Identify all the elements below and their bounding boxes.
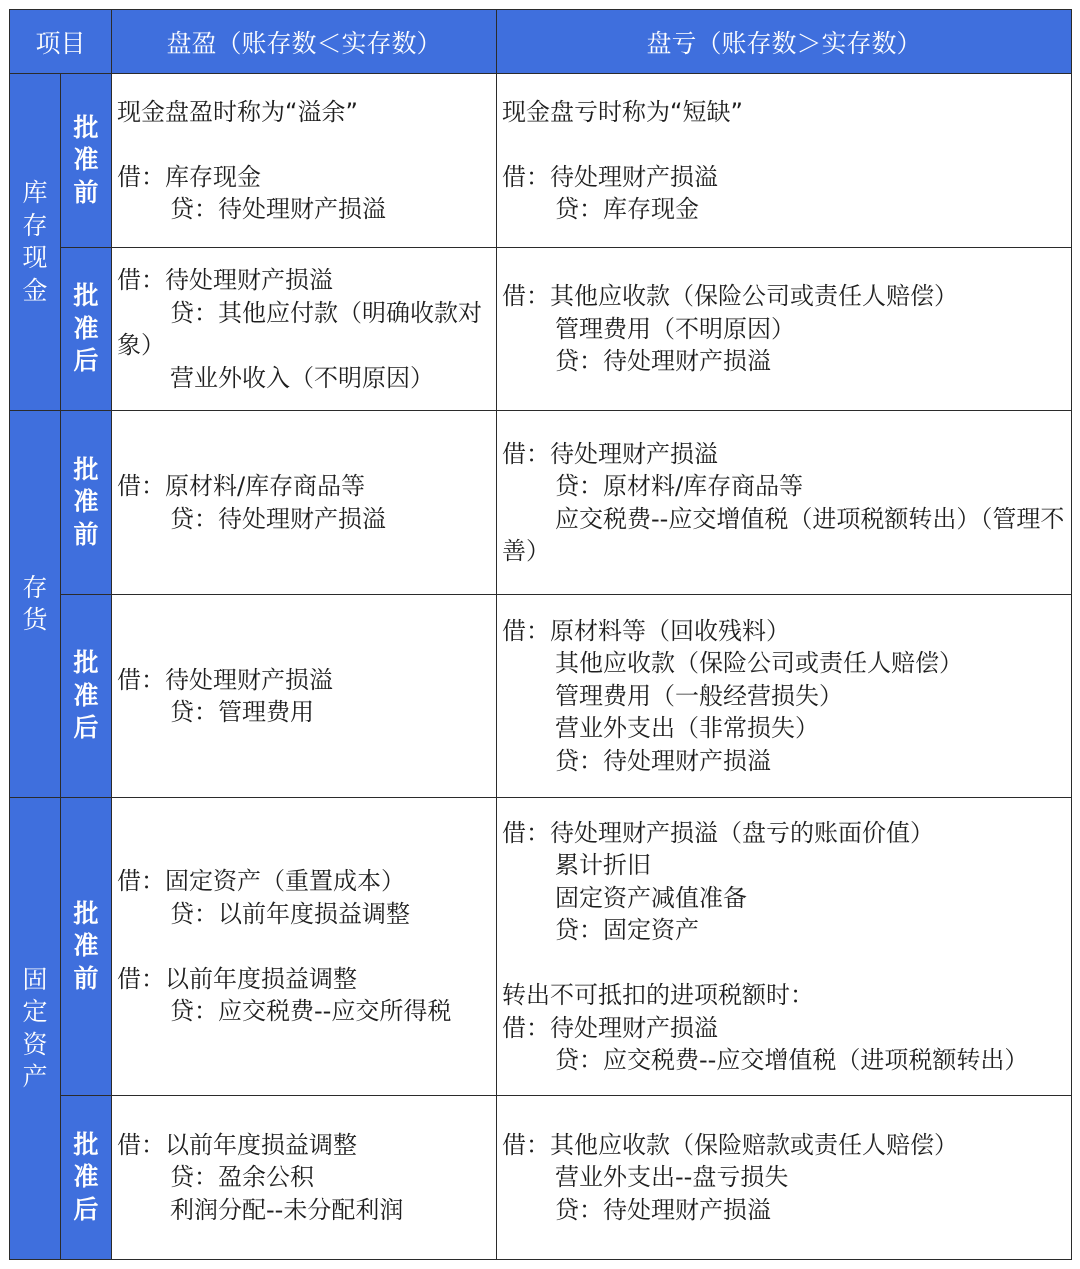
stage-label: 批准后	[61, 1096, 112, 1260]
inventory-count-table	[9, 9, 1072, 1260]
table-header-row	[10, 10, 1072, 74]
surplus-entry	[112, 595, 497, 798]
entry-line: 借：原材料/库存商品等	[117, 472, 366, 500]
stage-label: 批准后	[61, 595, 112, 798]
entry-line: 贷：盈余公积	[170, 1163, 315, 1192]
entry-gap	[117, 930, 492, 963]
entry-line: 营业外支出（非常损失）	[555, 714, 820, 743]
header-surplus: 盘盈（账存数＜实存数）	[112, 10, 497, 74]
header-item: 项目	[10, 10, 112, 74]
entry-line: 贷：原材料/库存商品等	[555, 472, 804, 500]
entry-line: 贷：待处理财产损溢	[555, 1195, 772, 1224]
stage-label: 批准后	[61, 248, 112, 411]
entry-line: 营业外支出--盘亏损失	[555, 1163, 789, 1192]
table-row	[10, 411, 1072, 595]
surplus-entry	[112, 74, 497, 248]
table-row	[10, 595, 1072, 798]
entry-line: 其他应收款（保险公司或责任人赔偿）	[555, 649, 964, 678]
surplus-entry	[112, 798, 497, 1096]
shortage-entry	[497, 248, 1072, 411]
entry-line: 贷：应交税费--应交增值税（进项税额转出）	[555, 1046, 1029, 1074]
entry-line: 现金盘盈时称为“溢余”	[117, 97, 358, 126]
table-row	[10, 74, 1072, 248]
shortage-entry	[497, 595, 1072, 798]
category-label: 库存现金	[22, 178, 48, 305]
entry-line: 借：库存现金	[117, 162, 262, 191]
entry-line: 贷：待处理财产损溢	[170, 504, 387, 533]
entry-line: 借：以前年度损益调整	[117, 1130, 358, 1159]
surplus-entry	[112, 248, 497, 411]
entry-line: 转出不可抵扣的进项税额时：	[502, 981, 815, 1009]
entry-line: 借：待处理财产损溢	[502, 162, 719, 191]
entry-line: 贷：库存现金	[555, 195, 700, 223]
stage-label: 批准前	[61, 798, 112, 1096]
entry-line: 贷：待处理财产损溢	[555, 746, 772, 775]
category-label: 存货	[22, 572, 48, 634]
entry-line: 借：待处理财产损溢	[117, 266, 334, 294]
entry-line: 借：其他应收款（保险公司或责任人赔偿）	[502, 282, 959, 311]
entry-line: 营业外收入（不明原因）	[170, 363, 435, 392]
shortage-entry	[497, 74, 1072, 248]
entry-gap	[117, 128, 492, 161]
entry-gap	[502, 128, 1067, 161]
surplus-entry	[112, 411, 497, 595]
surplus-entry	[112, 1096, 497, 1260]
stage-label: 批准前	[61, 411, 112, 595]
table-row	[10, 248, 1072, 411]
shortage-entry	[497, 1096, 1072, 1260]
entry-line: 固定资产减值准备	[555, 883, 748, 912]
entry-line: 借：待处理财产损溢	[502, 439, 719, 468]
entry-line: 借：以前年度损益调整	[117, 964, 358, 993]
category-inventory	[10, 411, 61, 798]
header-shortage: 盘亏（账存数＞实存数）	[497, 10, 1072, 74]
entry-line: 管理费用（一般经营损失）	[555, 681, 844, 710]
entry-line: 借：固定资产（重置成本）	[117, 867, 406, 896]
entry-line: 借：其他应收款（保险赔款或责任人赔偿）	[502, 1130, 959, 1159]
table-row	[10, 798, 1072, 1096]
entry-line: 贷：应交税费--应交所得税	[170, 997, 452, 1026]
entry-line: 利润分配--未分配利润	[170, 1195, 404, 1224]
stage-label: 批准前	[61, 74, 112, 248]
category-fixed-assets	[10, 798, 61, 1260]
entry-line: 贷：待处理财产损溢	[555, 347, 772, 376]
entry-line: 贷：待处理财产损溢	[170, 195, 387, 223]
category-cash	[10, 74, 61, 411]
entry-line: 借：待处理财产损溢	[117, 665, 334, 694]
table-row	[10, 1096, 1072, 1260]
entry-gap	[502, 947, 1067, 980]
entry-line: 管理费用（不明原因）	[555, 314, 796, 343]
category-label: 固定资产	[22, 964, 48, 1091]
entry-line: 应交税费--应交增值税（进项税额转出）（管理不善）	[502, 504, 1065, 565]
entry-line: 现金盘亏时称为“短缺”	[502, 97, 743, 126]
shortage-entry	[497, 411, 1072, 595]
entry-line: 借：待处理财产损溢	[502, 1013, 719, 1042]
entry-line: 贷：其他应付款（明确收款对象）	[117, 298, 483, 359]
shortage-entry	[497, 798, 1072, 1096]
entry-line: 借：原材料等（回收残料）	[502, 616, 791, 645]
entry-line: 累计折旧	[555, 851, 652, 879]
entry-line: 贷：固定资产	[555, 916, 700, 944]
entry-line: 贷：以前年度损益调整	[170, 899, 411, 928]
entry-line: 贷：管理费用	[170, 698, 315, 726]
entry-line: 借：待处理财产损溢（盘亏的账面价值）	[502, 818, 935, 847]
